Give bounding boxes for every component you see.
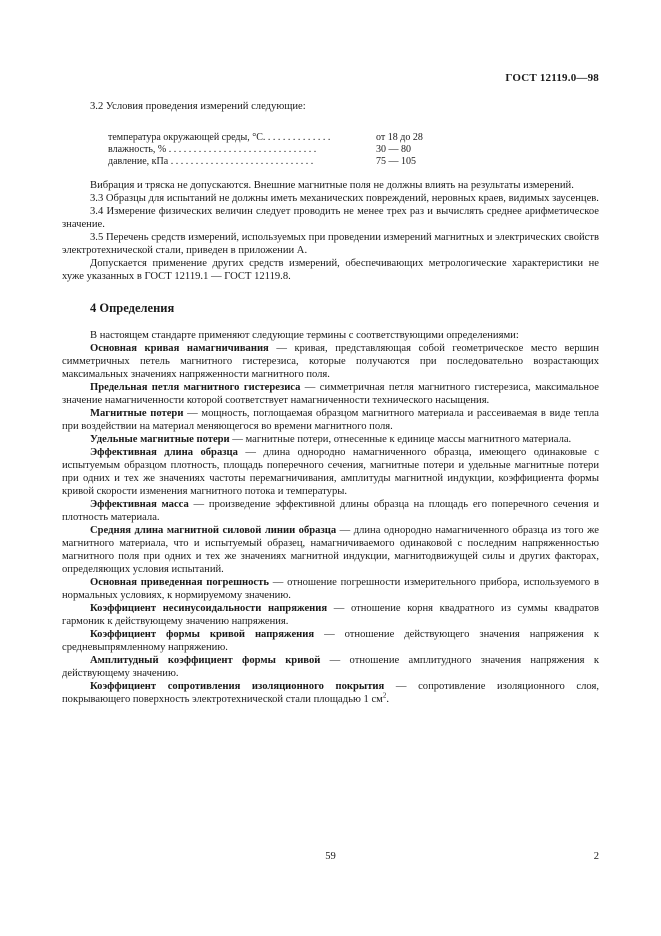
definition-text: — отношение амплитудного значения напряжения к действующему значению. [62, 655, 599, 679]
definition-term: Основная приведенная погрешность [90, 577, 269, 588]
definition-term: Предельная петля магнитного гистерезиса [90, 382, 301, 393]
condition-label: температура окружающей среды, °С. . . . . . . . . . . . . . [108, 132, 331, 143]
section-4-intro: В настоящем стандарте применяют следующие термины с соответствующими определениями: [90, 330, 519, 341]
definition-tail: . [386, 694, 390, 705]
definition-text: — отношение погрешности измерительного прибора, используемого в нормальных условиях, к нормируемому значению. [62, 577, 599, 601]
clause-3-3: 3.3 Образцы для испытаний не должны иметь механических повреждений, неровных краев, видимых заусенцев. [90, 193, 599, 204]
definition-term: Удельные магнитные потери [90, 434, 230, 445]
conditions-list [108, 132, 599, 168]
vibration-paragraph: Вибрация и тряска не допускаются. Внешние магнитные поля не должны влиять на результаты измерений. [90, 180, 574, 191]
definition-term: Средняя длина магнитной силовой линии образца [90, 525, 337, 536]
condition-label: влажность, % . . . . . . . . . . . . . . . . . . . . . . . . . . . . . . [108, 144, 317, 155]
definition-text: — длина однородно намагниченного образца из того же магнитного материала, что и испытуемый образец, намагничиваемого одинаковой с последним напряженностью магнитного поля при одних и тех же значениях магнитной индукции, магнитодвижущей силы и других факторах, определяющих условия испытаний. [62, 525, 599, 575]
definition-item [62, 628, 599, 654]
definition-item [62, 342, 599, 381]
page-number: 59 [325, 851, 336, 862]
definition-item [62, 654, 599, 680]
definition-text: — кривая, представляющая собой геометрическое место вершин симметричных петель магнитного гистерезиса, которые получаются при последовательно возрастающих максимальных значениях напряженности магнитного поля. [62, 343, 599, 380]
section-4-title: 4 Определения [90, 301, 175, 315]
condition-row [108, 156, 599, 168]
definition-term: Коэффициент сопротивления изоляционного покрытия [90, 681, 385, 692]
standard-code: ГОСТ 12119.0—98 [505, 72, 599, 84]
definition-item [62, 446, 599, 498]
definition-text: — мощность, поглощаемая образцом магнитного материала и рассеиваемая в виде тепла при воздействии на материал меняющегося во времени магнитного поля. [62, 408, 600, 432]
definition-text: — симметричная петля магнитного гистерезиса, максимальное значение намагниченности которой соответствует намагниченности технического насыщения. [62, 382, 600, 406]
clause-3-2-title: 3.2 Условия проведения измерений следующие: [90, 101, 306, 112]
definition-text: — произведение эффективной длины образца на площадь его поперечного сечения и плотность материала. [62, 499, 600, 523]
definition-term: Основная кривая намагничивания [90, 343, 269, 354]
condition-row [108, 132, 599, 144]
sheet-number: 2 [593, 851, 599, 862]
definition-term: Коэффициент формы кривой напряжения [90, 629, 315, 640]
condition-value: 75 — 105 [376, 156, 416, 167]
superscript: 2 [382, 691, 387, 700]
definition-term: Эффективная масса [90, 499, 189, 510]
condition-row [108, 144, 599, 156]
condition-value: 30 — 80 [376, 144, 411, 155]
definition-term: Коэффициент несинусоидальности напряжения [90, 603, 328, 614]
definition-term: Магнитные потери [90, 408, 184, 419]
definition-term: Амплитудный коэффициент формы кривой [90, 655, 321, 666]
definition-text: — отношение корня квадратного из суммы квадратов гармоник к действующему значению напряжения. [62, 603, 599, 627]
definition-text: — сопротивление изоляционного слоя, покрывающего поверхность электротехнической стали площадью 1 см [62, 681, 599, 705]
definition-text: — длина однородно намагниченного образца, имеющего одинаковые с испытуемым образцом плотность, площадь поперечного сечения, магнитные потери и удельные магнитные потери при одних и тех же значениях частоты перемагничивания, амплитуды магнитной индукции, коэффициента формы кривой скорости изменения магнитного потока и температуры. [62, 447, 599, 497]
definition-item [62, 524, 599, 576]
definition-item [62, 381, 599, 407]
page-content [62, 100, 599, 706]
allowed-instruments-paragraph: Допускается применение других средств измерений, обеспечивающих метрологические характеристики не хуже указанных в ГОСТ 12119.1 — ГОСТ 12119.8. [62, 258, 599, 282]
definition-text: — магнитные потери, отнесенные к единице массы магнитного материала. [229, 434, 572, 445]
clause-3-4: 3.4 Измерение физических величин следует проводить не менее трех раз и вычислять среднее арифметическое значение. [62, 206, 599, 230]
condition-label: давление, кПа . . . . . . . . . . . . . . . . . . . . . . . . . . . . . [108, 156, 314, 167]
clause-3-5: 3.5 Перечень средств измерений, используемых при проведении измерений магнитных и электрических свойств электротехнической стали, приведен в приложении А. [62, 232, 599, 256]
definition-item [62, 602, 599, 628]
condition-value: от 18 до 28 [376, 132, 423, 143]
definition-text: — отношение действующего значения напряжения к средневыпрямленному напряжению. [62, 629, 599, 653]
definition-item [62, 433, 599, 446]
definition-item [62, 680, 599, 706]
definition-item [62, 576, 599, 602]
definition-term: Эффективная длина образца [90, 447, 238, 458]
definition-item [62, 498, 599, 524]
definition-item [62, 407, 599, 433]
